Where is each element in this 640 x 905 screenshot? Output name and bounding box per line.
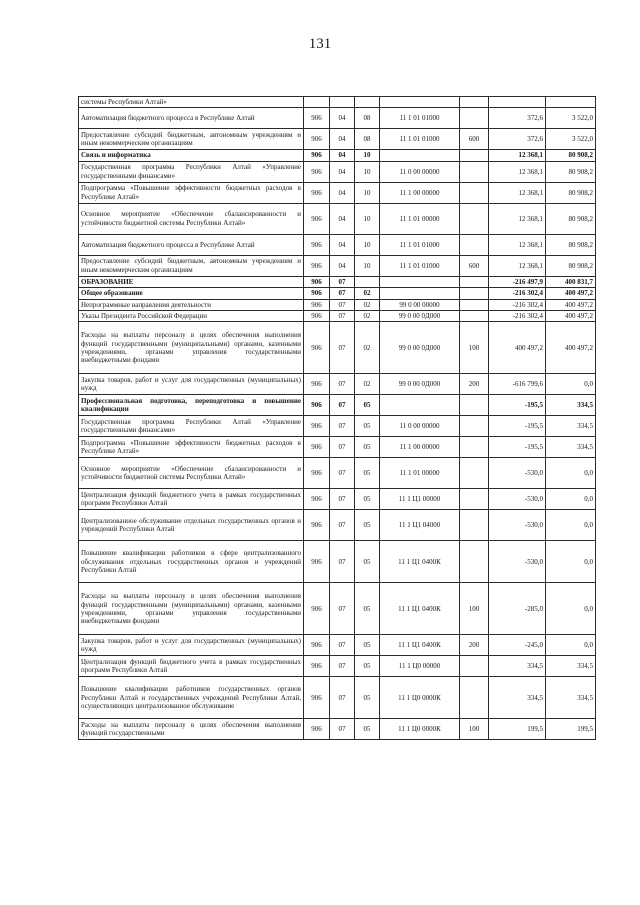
subsection-code-cell: 05: [355, 583, 380, 635]
amount-change-cell: -216 302,4: [489, 299, 546, 310]
expense-type-cell: [460, 395, 489, 416]
target-article-cell: 11 0 00 00000: [380, 416, 460, 437]
target-article-cell: 99 0 00 00000: [380, 299, 460, 310]
target-article-cell: [380, 276, 460, 287]
admin-code-cell: 906: [304, 677, 330, 719]
expense-type-cell: [460, 437, 489, 458]
table-row: [79, 541, 596, 583]
table-row: [79, 255, 596, 276]
amount-total-cell: 0,0: [546, 541, 596, 583]
target-article-cell: [380, 395, 460, 416]
amount-change-cell: 12 368,1: [489, 182, 546, 203]
row-name-cell: Повышение квалификации работников в сфере централизованного обслуживания отдельных государственных органов и учреждений Республики Алтай: [79, 541, 304, 583]
expense-type-cell: [460, 510, 489, 541]
amount-total-cell: 334,5: [546, 416, 596, 437]
section-code-cell: 07: [330, 635, 355, 656]
amount-total-cell: 334,5: [546, 677, 596, 719]
subsection-code-cell: 05: [355, 510, 380, 541]
subsection-code-cell: 05: [355, 437, 380, 458]
table-row: [79, 510, 596, 541]
section-code-cell: 07: [330, 322, 355, 374]
section-code-cell: 07: [330, 299, 355, 310]
row-name-cell: Основное мероприятие «Обеспечение сбалансированности и устойчивости бюджетной системы Республики Алтай»: [79, 203, 304, 234]
section-code-cell: 04: [330, 255, 355, 276]
admin-code-cell: 906: [304, 234, 330, 255]
table-row: [79, 416, 596, 437]
amount-total-cell: 0,0: [546, 583, 596, 635]
admin-code-cell: 906: [304, 288, 330, 299]
target-article-cell: 11 1 00 00000: [380, 437, 460, 458]
subsection-code-cell: 05: [355, 489, 380, 510]
row-name-cell: Основное мероприятие «Обеспечение сбалансированности и устойчивости бюджетной системы Республики Алтай»: [79, 458, 304, 489]
row-name-cell: Расходы на выплаты персоналу в целях обеспечения выполнения функций государственными (муниципальными) органами, казенными учреждениями, органами управления государственными внебюджетными фондами: [79, 322, 304, 374]
row-name-cell: Централизация функций бюджетного учета в рамках государственных программ Республики Алтай: [79, 656, 304, 677]
target-article-cell: 11 1 Ц1 0400К: [380, 541, 460, 583]
admin-code-cell: 906: [304, 395, 330, 416]
amount-total-cell: 80 908,2: [546, 255, 596, 276]
section-code-cell: 07: [330, 489, 355, 510]
admin-code-cell: 906: [304, 150, 330, 161]
amount-total-cell: 80 908,2: [546, 150, 596, 161]
section-code-cell: 07: [330, 276, 355, 287]
row-name-cell: ОБРАЗОВАНИЕ: [79, 276, 304, 287]
amount-total-cell: 0,0: [546, 510, 596, 541]
target-article-cell: 11 1 Ц1 00000: [380, 489, 460, 510]
section-code-cell: 07: [330, 541, 355, 583]
target-article-cell: 11 1 Ц0 0000К: [380, 719, 460, 740]
table-row: [79, 583, 596, 635]
subsection-code-cell: 02: [355, 374, 380, 395]
expense-type-cell: [460, 541, 489, 583]
amount-change-cell: 400 497,2: [489, 322, 546, 374]
admin-code-cell: 906: [304, 255, 330, 276]
section-code-cell: 07: [330, 288, 355, 299]
row-name-cell: системы Республики Алтай»: [79, 97, 304, 108]
subsection-code-cell: 05: [355, 416, 380, 437]
subsection-code-cell: [355, 97, 380, 108]
amount-total-cell: 0,0: [546, 374, 596, 395]
amount-total-cell: 3 522,0: [546, 108, 596, 129]
table-body: [79, 97, 596, 740]
expense-type-cell: 100: [460, 583, 489, 635]
subsection-code-cell: 05: [355, 541, 380, 583]
amount-total-cell: 400 497,2: [546, 322, 596, 374]
amount-change-cell: -530,0: [489, 458, 546, 489]
admin-code-cell: 906: [304, 322, 330, 374]
subsection-code-cell: [355, 276, 380, 287]
page-number: 131: [308, 36, 332, 52]
row-name-cell: Централизованное обслуживание отдельных государственных органов и учреждений Республики Алтай: [79, 510, 304, 541]
section-code-cell: 07: [330, 416, 355, 437]
section-code-cell: 07: [330, 458, 355, 489]
expense-type-cell: [460, 161, 489, 182]
table-row: [79, 635, 596, 656]
table-row: [79, 458, 596, 489]
expense-type-cell: [460, 416, 489, 437]
expense-type-cell: [460, 677, 489, 719]
section-code-cell: 07: [330, 395, 355, 416]
subsection-code-cell: 08: [355, 108, 380, 129]
table-row: [79, 288, 596, 299]
admin-code-cell: 906: [304, 719, 330, 740]
section-code-cell: 07: [330, 656, 355, 677]
admin-code-cell: 906: [304, 374, 330, 395]
row-name-cell: Расходы на выплаты персоналу в целях обеспечения выполнения функций государственными (муниципальными) органами, казенными учреждениями, органами управления государственными внебюджетными фондами: [79, 583, 304, 635]
subsection-code-cell: 02: [355, 288, 380, 299]
expense-type-cell: [460, 203, 489, 234]
row-name-cell: Подпрограмма «Повышение эффективности бюджетных расходов в Республике Алтай»: [79, 437, 304, 458]
table-row: [79, 374, 596, 395]
amount-total-cell: 0,0: [546, 458, 596, 489]
amount-change-cell: 199,5: [489, 719, 546, 740]
expense-type-cell: 600: [460, 129, 489, 150]
target-article-cell: 99 0 00 0Д000: [380, 322, 460, 374]
admin-code-cell: 906: [304, 635, 330, 656]
expense-type-cell: [460, 489, 489, 510]
admin-code-cell: 906: [304, 299, 330, 310]
expense-type-cell: [460, 108, 489, 129]
amount-change-cell: -530,0: [489, 489, 546, 510]
admin-code-cell: 906: [304, 276, 330, 287]
table-row: [79, 150, 596, 161]
section-code-cell: 07: [330, 719, 355, 740]
row-name-cell: Указы Президента Российской Федерации: [79, 311, 304, 322]
admin-code-cell: 906: [304, 489, 330, 510]
expense-type-cell: [460, 299, 489, 310]
admin-code-cell: 906: [304, 108, 330, 129]
row-name-cell: Закупка товаров, работ и услуг для государственных (муниципальных) нужд: [79, 374, 304, 395]
amount-change-cell: -216 302,4: [489, 311, 546, 322]
row-name-cell: Общее образование: [79, 288, 304, 299]
amount-change-cell: -216 497,9: [489, 276, 546, 287]
section-code-cell: 04: [330, 108, 355, 129]
admin-code-cell: 906: [304, 416, 330, 437]
row-name-cell: Подпрограмма «Повышение эффективности бюджетных расходов в Республике Алтай»: [79, 182, 304, 203]
table-row: [79, 234, 596, 255]
target-article-cell: 11 1 Ц1 0400К: [380, 635, 460, 656]
amount-change-cell: -530,0: [489, 541, 546, 583]
amount-change-cell: 12 368,1: [489, 203, 546, 234]
section-code-cell: 04: [330, 182, 355, 203]
admin-code-cell: 906: [304, 437, 330, 458]
amount-change-cell: 12 368,1: [489, 255, 546, 276]
amount-total-cell: 0,0: [546, 635, 596, 656]
target-article-cell: 99 0 00 0Д000: [380, 374, 460, 395]
subsection-code-cell: 10: [355, 161, 380, 182]
expense-type-cell: 200: [460, 374, 489, 395]
row-name-cell: Профессиональная подготовка, переподготовка и повышение квалификации: [79, 395, 304, 416]
amount-change-cell: -245,0: [489, 635, 546, 656]
subsection-code-cell: 05: [355, 677, 380, 719]
target-article-cell: 11 0 00 00000: [380, 161, 460, 182]
amount-change-cell: -195,5: [489, 437, 546, 458]
expense-type-cell: 200: [460, 635, 489, 656]
row-name-cell: Предоставление субсидий бюджетным, автономным учреждениям и иным некоммерческим организациям: [79, 129, 304, 150]
section-code-cell: 04: [330, 161, 355, 182]
target-article-cell: 11 1 01 00000: [380, 458, 460, 489]
target-article-cell: 11 1 01 01000: [380, 234, 460, 255]
target-article-cell: 11 1 Ц0 00000: [380, 656, 460, 677]
amount-change-cell: -195,5: [489, 395, 546, 416]
target-article-cell: 11 1 Ц0 0000К: [380, 677, 460, 719]
subsection-code-cell: 08: [355, 129, 380, 150]
expense-type-cell: [460, 458, 489, 489]
amount-total-cell: [546, 97, 596, 108]
subsection-code-cell: 10: [355, 234, 380, 255]
amount-total-cell: 199,5: [546, 719, 596, 740]
subsection-code-cell: 05: [355, 719, 380, 740]
amount-change-cell: 12 368,1: [489, 234, 546, 255]
row-name-cell: Расходы на выплаты персоналу в целях обеспечения выполнения функций государственными: [79, 719, 304, 740]
expense-type-cell: [460, 656, 489, 677]
expense-type-cell: [460, 311, 489, 322]
subsection-code-cell: 02: [355, 322, 380, 374]
admin-code-cell: 906: [304, 161, 330, 182]
expense-type-cell: [460, 276, 489, 287]
target-article-cell: [380, 150, 460, 161]
amount-change-cell: -195,5: [489, 416, 546, 437]
expense-type-cell: 600: [460, 255, 489, 276]
table-row: [79, 299, 596, 310]
admin-code-cell: 906: [304, 541, 330, 583]
section-code-cell: 04: [330, 203, 355, 234]
expense-type-cell: [460, 182, 489, 203]
amount-change-cell: 334,5: [489, 656, 546, 677]
table-row: [79, 203, 596, 234]
row-name-cell: Централизация функций бюджетного учета в рамках государственных программ Республики Алтай: [79, 489, 304, 510]
row-name-cell: Предоставление субсидий бюджетным, автономным учреждениям и иным некоммерческим организациям: [79, 255, 304, 276]
section-code-cell: 04: [330, 234, 355, 255]
amount-total-cell: 400 497,2: [546, 288, 596, 299]
amount-change-cell: -285,0: [489, 583, 546, 635]
amount-total-cell: 0,0: [546, 489, 596, 510]
table-row: [79, 129, 596, 150]
expense-type-cell: [460, 150, 489, 161]
expense-type-cell: [460, 288, 489, 299]
subsection-code-cell: 05: [355, 635, 380, 656]
amount-total-cell: 80 908,2: [546, 234, 596, 255]
target-article-cell: 11 1 01 01000: [380, 255, 460, 276]
amount-change-cell: -216 302,4: [489, 288, 546, 299]
admin-code-cell: 906: [304, 129, 330, 150]
section-code-cell: 07: [330, 510, 355, 541]
subsection-code-cell: 02: [355, 311, 380, 322]
admin-code-cell: 906: [304, 182, 330, 203]
section-code-cell: 07: [330, 583, 355, 635]
table-row: [79, 108, 596, 129]
table-row: [79, 182, 596, 203]
target-article-cell: 99 0 00 0Д000: [380, 311, 460, 322]
expense-type-cell: 100: [460, 719, 489, 740]
table-row: [79, 719, 596, 740]
expense-type-cell: [460, 97, 489, 108]
amount-total-cell: 80 908,2: [546, 161, 596, 182]
admin-code-cell: 906: [304, 656, 330, 677]
amount-change-cell: -616 799,6: [489, 374, 546, 395]
row-name-cell: Закупка товаров, работ и услуг для государственных (муниципальных) нужд: [79, 635, 304, 656]
admin-code-cell: 906: [304, 203, 330, 234]
amount-change-cell: 334,5: [489, 677, 546, 719]
subsection-code-cell: 02: [355, 299, 380, 310]
section-code-cell: 04: [330, 150, 355, 161]
row-name-cell: Государственная программа Республики Алтай «Управление государственными финансами»: [79, 416, 304, 437]
row-name-cell: Автоматизация бюджетного процесса в Республике Алтай: [79, 234, 304, 255]
expense-type-cell: [460, 234, 489, 255]
table-row: [79, 656, 596, 677]
row-name-cell: Непрограммные направления деятельности: [79, 299, 304, 310]
target-article-cell: 11 1 00 00000: [380, 182, 460, 203]
admin-code-cell: [304, 97, 330, 108]
subsection-code-cell: 10: [355, 182, 380, 203]
table-row: [79, 395, 596, 416]
amount-total-cell: 80 908,2: [546, 182, 596, 203]
amount-total-cell: 334,5: [546, 395, 596, 416]
budget-table: [78, 96, 596, 740]
table-row: [79, 311, 596, 322]
table-row: [79, 276, 596, 287]
subsection-code-cell: 05: [355, 458, 380, 489]
expense-type-cell: 100: [460, 322, 489, 374]
table-row: [79, 677, 596, 719]
admin-code-cell: 906: [304, 458, 330, 489]
subsection-code-cell: 10: [355, 203, 380, 234]
amount-total-cell: 400 831,7: [546, 276, 596, 287]
table-row: [79, 322, 596, 374]
amount-change-cell: 372,6: [489, 108, 546, 129]
amount-change-cell: [489, 97, 546, 108]
subsection-code-cell: 05: [355, 395, 380, 416]
admin-code-cell: 906: [304, 510, 330, 541]
section-code-cell: [330, 97, 355, 108]
amount-change-cell: 12 368,1: [489, 161, 546, 182]
row-name-cell: Государственная программа Республики Алтай «Управление государственными финансами»: [79, 161, 304, 182]
amount-total-cell: 3 522,0: [546, 129, 596, 150]
subsection-code-cell: 10: [355, 255, 380, 276]
section-code-cell: 07: [330, 677, 355, 719]
section-code-cell: 04: [330, 129, 355, 150]
row-name-cell: Автоматизация бюджетного процесса в Республике Алтай: [79, 108, 304, 129]
amount-change-cell: -530,0: [489, 510, 546, 541]
target-article-cell: 11 1 Ц1 0400К: [380, 583, 460, 635]
admin-code-cell: 906: [304, 583, 330, 635]
subsection-code-cell: 10: [355, 150, 380, 161]
table-row: [79, 489, 596, 510]
amount-total-cell: 400 497,2: [546, 311, 596, 322]
target-article-cell: [380, 288, 460, 299]
admin-code-cell: 906: [304, 311, 330, 322]
amount-total-cell: 334,5: [546, 656, 596, 677]
row-name-cell: Повышение квалификации работников государственных органов Республики Алтай и государственных учреждений Республики Алтай, осуществляющих централизованное обслуживание: [79, 677, 304, 719]
amount-change-cell: 372,6: [489, 129, 546, 150]
amount-total-cell: 80 908,2: [546, 203, 596, 234]
target-article-cell: [380, 97, 460, 108]
target-article-cell: 11 1 01 00000: [380, 203, 460, 234]
amount-total-cell: 334,5: [546, 437, 596, 458]
subsection-code-cell: 05: [355, 656, 380, 677]
section-code-cell: 07: [330, 437, 355, 458]
section-code-cell: 07: [330, 311, 355, 322]
table-row: [79, 161, 596, 182]
section-code-cell: 07: [330, 374, 355, 395]
amount-total-cell: 400 497,2: [546, 299, 596, 310]
target-article-cell: 11 1 01 01000: [380, 129, 460, 150]
table-row: [79, 97, 596, 108]
amount-change-cell: 12 368,1: [489, 150, 546, 161]
table-row: [79, 437, 596, 458]
target-article-cell: 11 1 Ц1 04000: [380, 510, 460, 541]
target-article-cell: 11 1 01 01000: [380, 108, 460, 129]
row-name-cell: Связь и информатика: [79, 150, 304, 161]
